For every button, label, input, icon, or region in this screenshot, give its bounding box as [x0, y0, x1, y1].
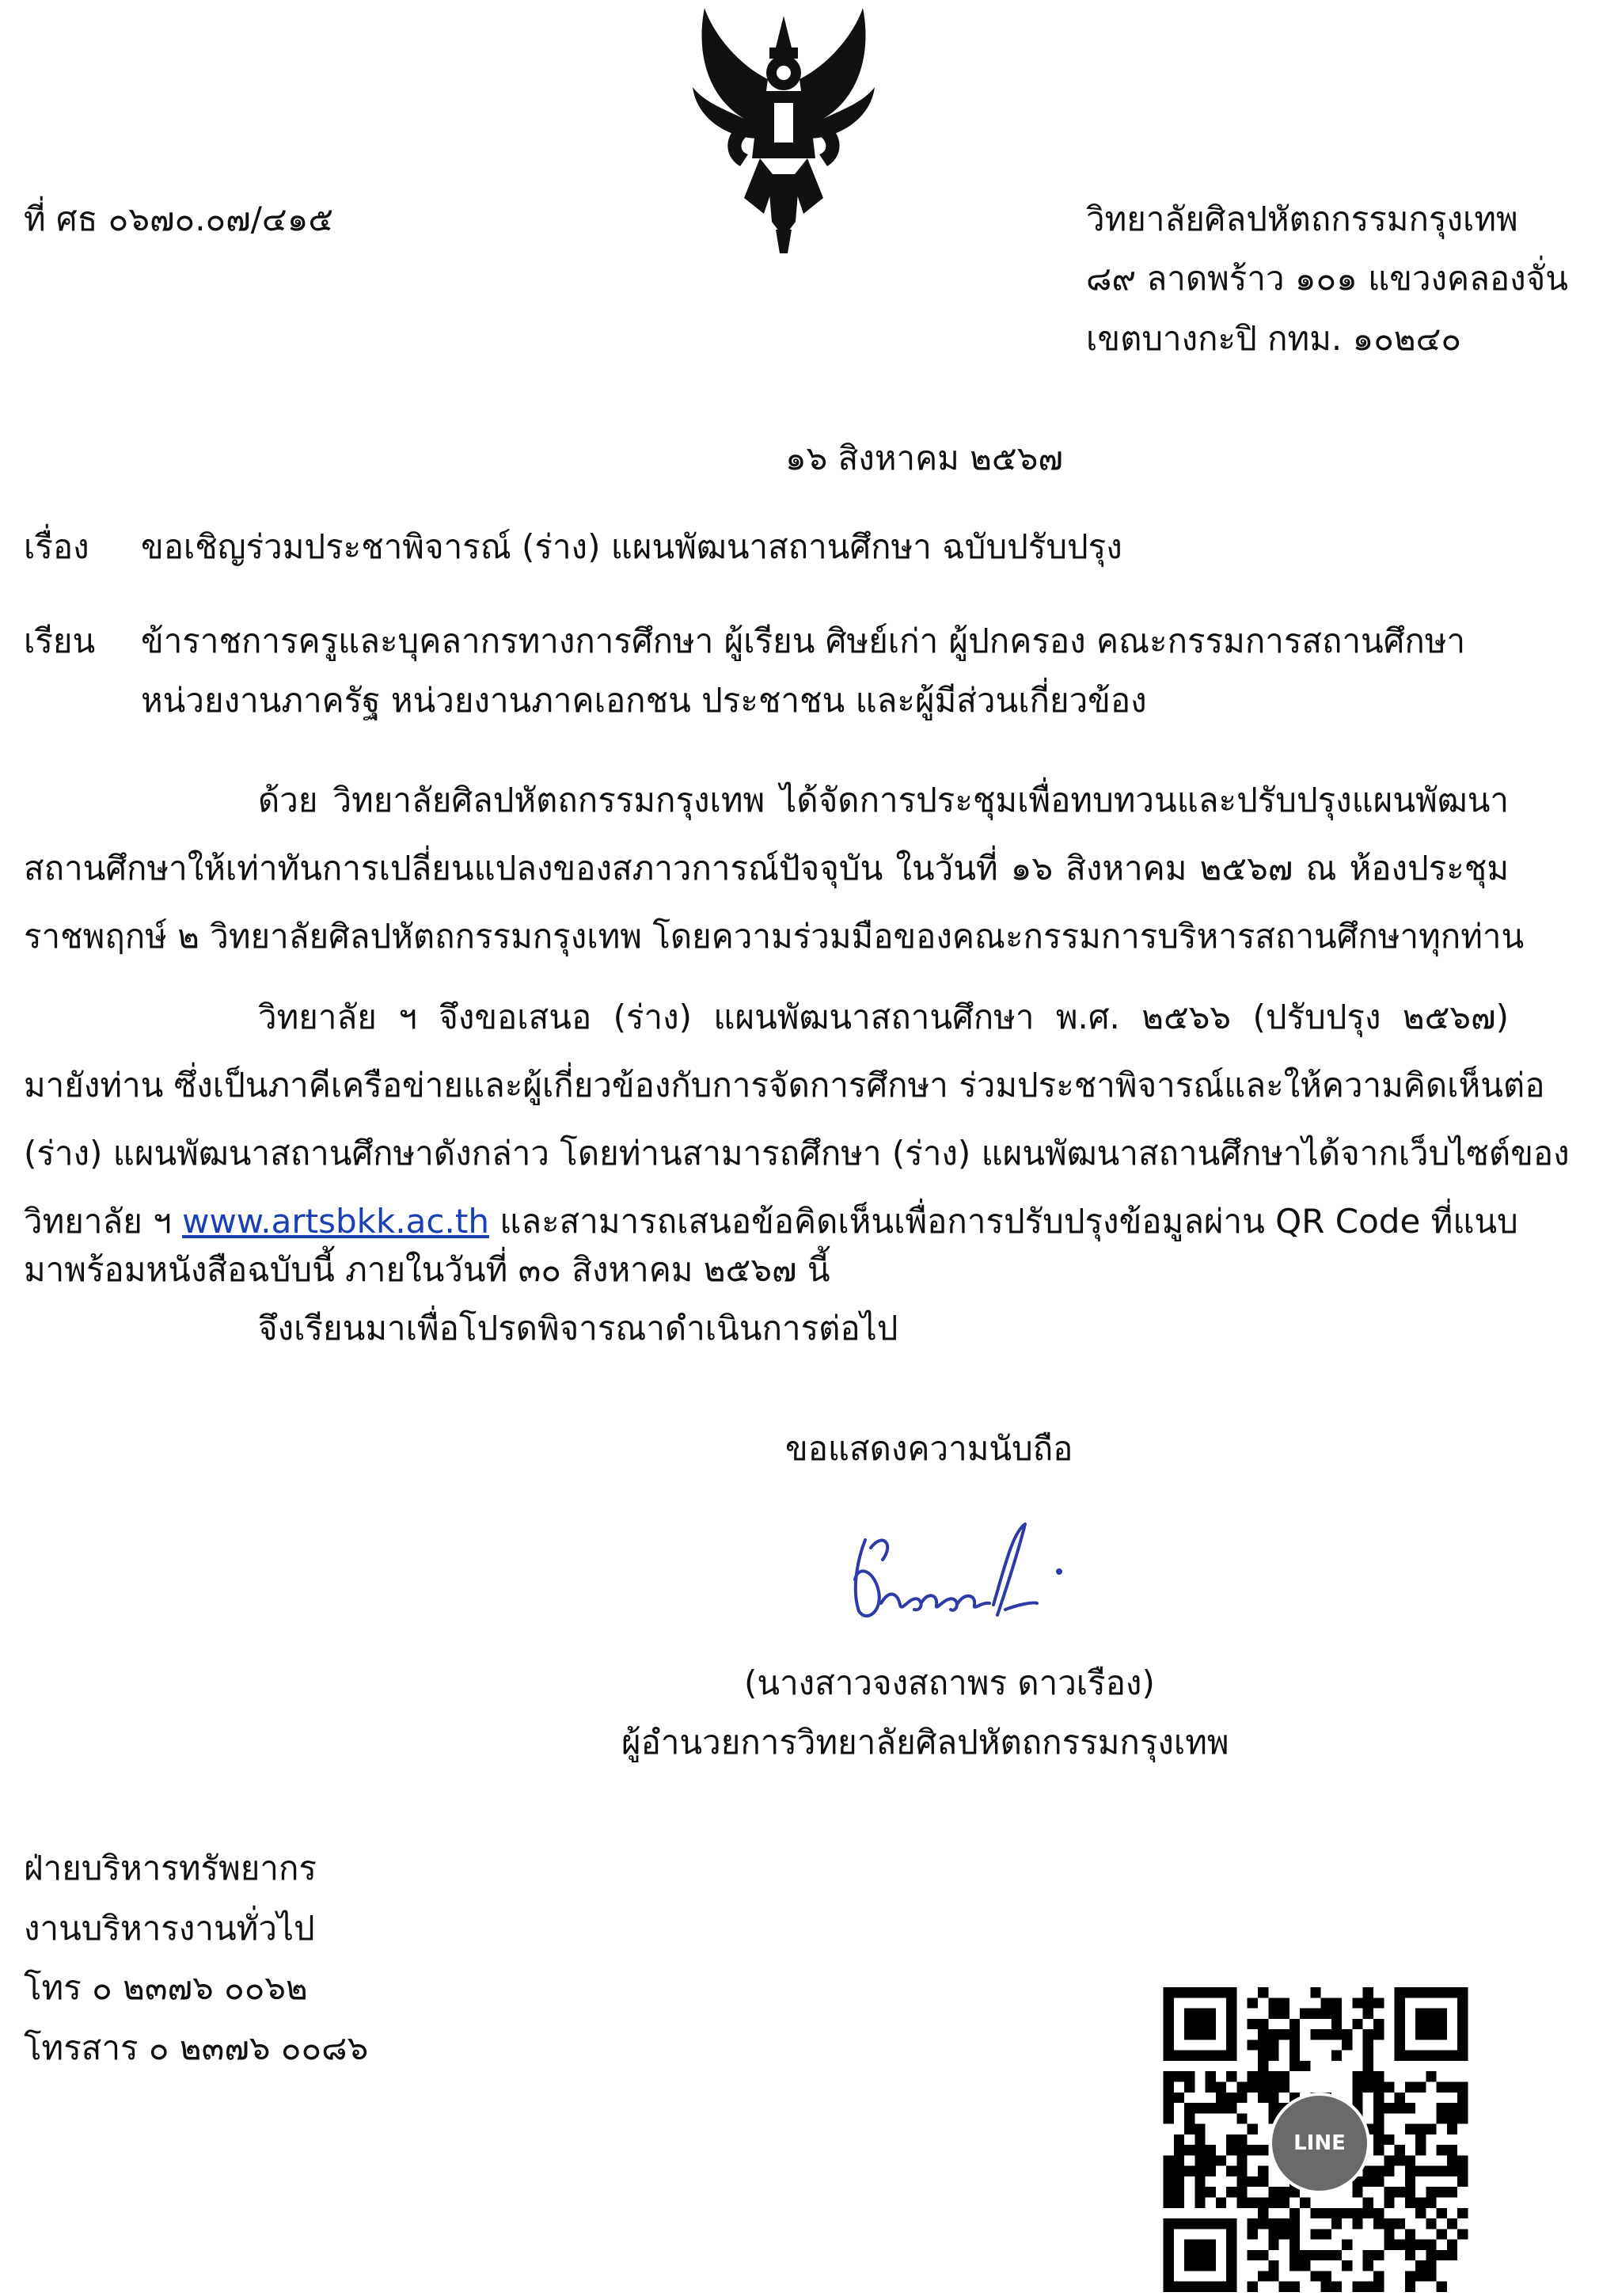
- subject-label: เรื่อง: [24, 527, 89, 566]
- signer-name: (นางสาวจงสถาพร ดาวเรือง): [744, 1663, 1155, 1702]
- para2-line-5: มาพร้อมหนังสือฉบับนี้ ภายในวันที่ ๓๐ สิงหาคม ๒๕๖๗ นี้: [24, 1250, 830, 1289]
- recipient-line-2: หน่วยงานภาครัฐ หน่วยงานภาคเอกชน ประชาชน และผู้มีส่วนเกี่ยวข้อง: [141, 681, 1147, 720]
- para1-line-3: ราชพฤกษ์ ๒ วิทยาลัยศิลปหัตถกรรมกรุงเทพ โดยความร่วมมือของคณะกรรมการบริหารสถานศึกษาทุกท่าน: [24, 917, 1525, 956]
- para2-line-1: วิทยาลัย ฯ จึงขอเสนอ (ร่าง) แผนพัฒนาสถานศึกษา พ.ศ. ๒๕๖๖ (ปรับปรุง ๒๕๖๗): [258, 998, 1509, 1036]
- garuda-emblem-icon: [649, 0, 918, 269]
- salutation: ขอแสดงความนับถือ: [785, 1429, 1073, 1468]
- org-address-line-2: เขตบางกะปิ กทม. ๑๐๒๔๐: [1086, 319, 1461, 358]
- para2-line-2: มายังท่าน ซึ่งเป็นภาคีเครือข่ายและผู้เกี่ยวข้องกับการจัดการศึกษา ร่วมประชาพิจารณ์และให้ความคิดเห็นต่อ: [24, 1066, 1545, 1104]
- line-logo-icon: LINE: [1269, 2093, 1370, 2194]
- reference-number: ที่ ศธ ๐๖๗๐.๐๗/๔๑๕: [24, 200, 334, 238]
- footer-fax: โทรสาร ๐ ๒๓๗๖ ๐๐๘๖: [24, 2028, 369, 2067]
- website-link[interactable]: www.artsbkk.ac.th: [182, 1202, 489, 1241]
- org-name: วิทยาลัยศิลปหัตถกรรมกรุงเทพ: [1086, 200, 1518, 238]
- recipient-line-1: ข้าราชการครูและบุคลากรทางการศึกษา ผู้เรียน ศิษย์เก่า ผู้ปกครอง คณะกรรมการสถานศึกษา: [141, 622, 1466, 660]
- recipient-label: เรียน: [24, 622, 96, 660]
- para2-line-3: (ร่าง) แผนพัฒนาสถานศึกษาดังกล่าว โดยท่านสามารถศึกษา (ร่าง) แผนพัฒนาสถานศึกษาได้จากเว็บไซต์ของ: [24, 1134, 1570, 1173]
- para2-line-4-post: และสามารถเสนอข้อคิดเห็นเพื่อการปรับปรุงข้อมูลผ่าน QR Code ที่แนบ: [499, 1202, 1518, 1241]
- footer-phone: โทร ๐ ๒๓๗๖ ๐๐๖๒: [24, 1968, 308, 2007]
- closing-request: จึงเรียนมาเพื่อโปรดพิจารณาดำเนินการต่อไป: [258, 1309, 898, 1348]
- letter-date: ๑๖ สิงหาคม ๒๕๖๗: [785, 439, 1063, 477]
- subject-text: ขอเชิญร่วมประชาพิจารณ์ (ร่าง) แผนพัฒนาสถานศึกษา ฉบับปรับปรุง: [141, 527, 1122, 566]
- para2-line-4-pre: วิทยาลัย ฯ: [24, 1202, 172, 1241]
- para1-line-1: ด้วย วิทยาลัยศิลปหัตถกรรมกรุงเทพ ได้จัดการประชุมเพื่อทบทวนและปรับปรุงแผนพัฒนา: [258, 781, 1509, 819]
- org-address-line-1: ๘๙ ลาดพร้าว ๑๐๑ แขวงคลองจั่น: [1086, 259, 1568, 298]
- footer-section: งานบริหารงานทั่วไป: [24, 1909, 315, 1948]
- para1-line-2: สถานศึกษาให้เท่าทันการเปลี่ยนแปลงของสภาวการณ์ปัจจุบัน ในวันที่ ๑๖ สิงหาคม ๒๕๖๗ ณ ห้องประชุม: [24, 849, 1509, 888]
- signer-position: ผู้อำนวยการวิทยาลัยศิลปหัตถกรรมกรุงเทพ: [621, 1723, 1229, 1762]
- footer-department: ฝ่ายบริหารทรัพยากร: [24, 1849, 317, 1887]
- handwritten-signature: [835, 1516, 1081, 1635]
